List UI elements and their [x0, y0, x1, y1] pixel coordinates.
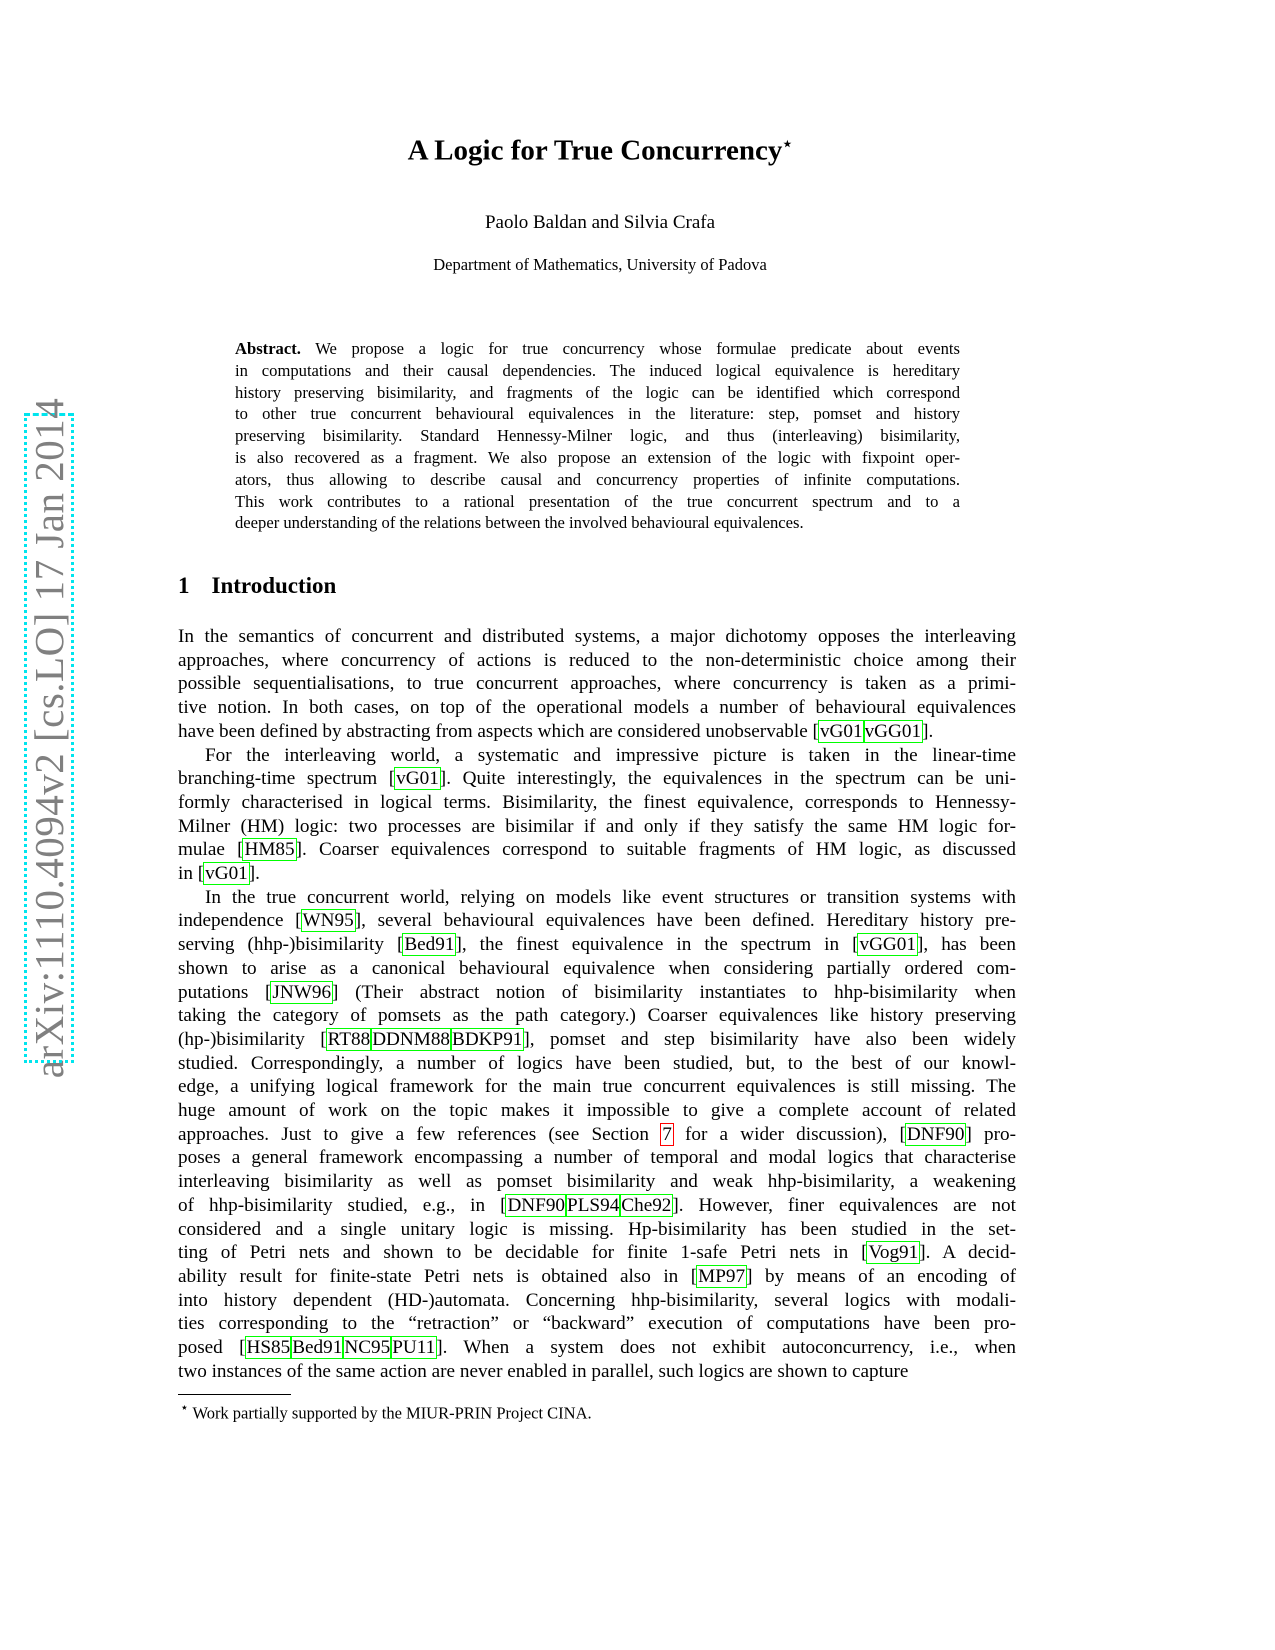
- abstract-line-text: This work contributes to a rational presentation of the true concurrent spectrum and to a: [235, 491, 960, 511]
- text-segment: . Quite interestingly, the equivalences in the spectrum can be uni-: [446, 768, 1017, 790]
- citation-link[interactable]: vG01: [396, 768, 439, 790]
- text-segment: shown to arise as a canonical behavioural equivalence when considering partially ordered com-: [178, 957, 1016, 979]
- citation-link[interactable]: RT88: [327, 1028, 371, 1050]
- text-line: [178, 815, 1016, 839]
- text-line: [178, 1360, 1016, 1384]
- text-segment: in: [178, 863, 198, 885]
- text-segment: putations: [178, 981, 266, 1003]
- text-line: approaches. Just to give a few references (see Section 7 for a wider discussion), [DNF90] pro-: [178, 1123, 1017, 1145]
- citation-link[interactable]: PU11: [392, 1337, 436, 1359]
- text-segment: approaches. Just to give a few references (see Section: [178, 1123, 662, 1145]
- citation-link[interactable]: vG01: [819, 720, 863, 742]
- abstract-line-text: deeper understanding of the relations between the involved behavioural equivalences.: [235, 513, 804, 533]
- text-line: [178, 1052, 1016, 1076]
- citation-link[interactable]: JNW96: [272, 981, 332, 1003]
- text-segment: mulae: [178, 839, 238, 861]
- text-segment: , pomset and step bisimilarity have also been widely: [529, 1028, 1016, 1050]
- body-text: [178, 625, 1016, 1384]
- abstract-line: [235, 403, 960, 425]
- citation-link[interactable]: HS85: [246, 1337, 291, 1359]
- abstract-line: [235, 447, 960, 469]
- citation-link[interactable]: BDKP91: [452, 1028, 523, 1050]
- text-line: [178, 696, 1016, 720]
- citation-link[interactable]: PLS94: [567, 1194, 620, 1216]
- text-line: [178, 625, 1016, 649]
- text-segment: branching-time spectrum: [178, 768, 389, 790]
- text-line: (hp-)bisimilarity [RT88 DDNM88 BDKP91], pomset and step bisimilarity have also been widely: [178, 1028, 1016, 1050]
- text-line: in [vG01].: [178, 863, 260, 885]
- text-line: [178, 1004, 1016, 1028]
- citation-link[interactable]: DDNM88: [372, 1028, 451, 1050]
- text-line: posed [HS85 Bed91 NC95 PU11]. When a system does not exhibit autoconcurrency, i.e., when: [178, 1337, 1016, 1359]
- affiliation: Department of Mathematics, University of Padova: [433, 255, 767, 274]
- text-line: [178, 1170, 1016, 1194]
- abstract-line: [235, 338, 960, 360]
- text-line: mulae [HM85]. Coarser equivalences correspond to suitable fragments of HM logic, as discussed: [178, 839, 1016, 861]
- footnote-mark: ⋆: [180, 1400, 189, 1415]
- text-segment: (hp-)bisimilarity: [178, 1028, 321, 1050]
- footnote: [180, 1400, 592, 1424]
- text-segment: ties corresponding to the “retraction” or “backward” execution of computations have been pro-: [178, 1313, 1016, 1335]
- text-line: putations [JNW96] (Their abstract notion of bisimilarity instantiates to hhp-bisimilarity when: [178, 981, 1017, 1003]
- text-segment: have been defined by abstracting from aspects which are considered unobservable: [178, 720, 813, 742]
- text-line: [178, 886, 1016, 910]
- text-segment: formly characterised in logical terms. Bisimilarity, the finest equivalence, corresponds to Hennessy-: [178, 791, 1016, 813]
- title-text: A Logic for True Concurrency: [407, 134, 783, 167]
- abstract-label: Abstract.: [235, 339, 301, 358]
- abstract-line: [235, 512, 960, 534]
- abstract-line-text: is also recovered as a fragment. We also propose an extension of the logic with fixpoint oper-: [235, 447, 960, 467]
- abstract-line: [235, 360, 960, 382]
- abstract-line-text: history preserving bisimilarity, and fragments of the logic can be identified which correspond: [235, 382, 960, 402]
- text-segment: poses a general framework encompassing a number of temporal and modal logics that characterise: [178, 1147, 1016, 1169]
- text-segment: pro-: [971, 1123, 1017, 1145]
- text-line: independence [WN95], several behavioural equivalences have been defined. Hereditary history pre-: [178, 910, 1016, 932]
- text-segment: two instances of the same action are never enabled in parallel, such logics are shown to capture: [178, 1360, 909, 1382]
- text-segment: , has been: [923, 934, 1017, 956]
- text-segment: ability result for finite-state Petri nets is obtained also in: [178, 1265, 691, 1287]
- citation-link[interactable]: Bed91: [404, 934, 455, 956]
- section-title: Introduction: [211, 573, 337, 598]
- text-segment: posed: [178, 1337, 240, 1359]
- text-line: ability result for finite-state Petri nets is obtained also in [MP97] by means of an encoding of: [178, 1265, 1016, 1287]
- arxiv-stamp-text: arXiv:1110.4094v2 [cs.LO] 17 Jan 2014: [26, 397, 72, 1079]
- text-line: [178, 1099, 1016, 1123]
- citation-link[interactable]: vG01: [205, 863, 248, 885]
- text-segment: Milner (HM) logic: two processes are bisimilar if and only if they satisfy the same HM logic for-: [178, 815, 1016, 837]
- text-line: ting of Petri nets and shown to be decidable for finite 1-safe Petri nets in [Vog91]. A decid-: [178, 1242, 1016, 1264]
- text-line: [178, 1218, 1016, 1242]
- text-line: branching-time spectrum [vG01]. Quite interestingly, the equivalences in the spectrum can be uni-: [178, 768, 1017, 790]
- abstract-line: [235, 425, 960, 447]
- text-line: [178, 957, 1016, 981]
- text-segment: approaches, where concurrency of actions is reduced to the non-deterministic choice among their: [178, 649, 1016, 671]
- text-line: [178, 791, 1016, 815]
- text-segment: .: [928, 720, 934, 742]
- paragraph: [178, 625, 1016, 744]
- text-segment: For the interleaving world, a systematic and impressive picture is taken in the linear-time: [205, 744, 1016, 766]
- text-line: serving (hhp-)bisimilarity [Bed91], the finest equivalence in the spectrum in [vGG01], has been: [178, 934, 1017, 956]
- section-heading: [178, 573, 336, 599]
- text-line: [178, 1312, 1016, 1336]
- text-line: [178, 1289, 1016, 1313]
- citation-link[interactable]: DNF90: [906, 1123, 965, 1145]
- abstract: [235, 338, 960, 534]
- citation-link[interactable]: Che92: [621, 1194, 672, 1216]
- text-line: [178, 672, 1016, 696]
- abstract-line-text: preserving bisimilarity. Standard Hennessy-Milner logic, and thus (interleaving) bisimilarity,: [235, 426, 960, 446]
- text-segment: , the finest equivalence in the spectrum in: [461, 934, 853, 956]
- text-segment: (Their abstract notion of bisimilarity instantiates to hhp-bisimilarity when: [338, 981, 1017, 1003]
- abstract-line: [235, 382, 960, 404]
- text-segment: taking the category of pomsets as the path category.) Coarser equivalences like history preserving: [178, 1005, 1016, 1027]
- text-segment: . Coarser equivalences correspond to suitable fragments of HM logic, as discussed: [301, 839, 1016, 861]
- paragraph: [178, 744, 1016, 886]
- text-segment: .: [255, 863, 260, 885]
- text-line: [178, 744, 1016, 768]
- abstract-line-text: in computations and their causal dependencies. The induced logical equivalence is hereditary: [235, 360, 960, 380]
- text-segment: . A decid-: [925, 1242, 1016, 1264]
- text-segment: of hhp-bisimilarity studied, e.g., in: [178, 1194, 501, 1216]
- text-line: [178, 1146, 1016, 1170]
- text-segment: studied. Correspondingly, a number of logics have been studied, but, to the best of our knowl-: [178, 1052, 1016, 1074]
- section-reference-link[interactable]: 7: [662, 1123, 672, 1145]
- abstract-line: [235, 469, 960, 491]
- paragraph: [178, 886, 1016, 1384]
- footnote-rule: [178, 1394, 291, 1395]
- citation-link[interactable]: MP97: [698, 1265, 746, 1287]
- text-segment: interleaving bisimilarity as well as pomset bisimilarity and weak hhp-bisimilarity, a weakening: [178, 1171, 1016, 1193]
- authors: Paolo Baldan and Silvia Crafa: [484, 212, 716, 233]
- arxiv-stamp: [24, 397, 74, 1079]
- citation-link[interactable]: Bed91: [292, 1337, 343, 1359]
- text-segment: into history dependent (HD-)automata. Concerning hhp-bisimilarity, several logics with modali-: [178, 1289, 1016, 1311]
- text-segment: In the true concurrent world, relying on models like event structures or transition systems with: [205, 886, 1016, 908]
- abstract-line-text: to other true concurrent behavioural equivalences in the literature: step, pomset and history: [235, 404, 960, 424]
- text-line: [178, 1075, 1016, 1099]
- section-number: 1: [178, 573, 190, 598]
- text-line: of hhp-bisimilarity studied, e.g., in [DNF90 PLS94 Che92]. However, finer equivalences are not: [178, 1194, 1016, 1216]
- abstract-line: [235, 491, 960, 513]
- citation-link[interactable]: WN95: [302, 910, 354, 932]
- text-segment: huge amount of work on the topic makes it impossible to give a complete account of related: [178, 1100, 1016, 1122]
- footnote-text: Work partially supported by the MIUR-PRIN Project CINA.: [192, 1403, 592, 1423]
- text-segment: possible sequentialisations, to true concurrent approaches, where concurrency is taken as a primi-: [178, 673, 1016, 695]
- text-segment: . When a system does not exhibit autoconcurrency, i.e., when: [442, 1337, 1016, 1359]
- text-segment: independence: [178, 910, 296, 932]
- text-segment: ting of Petri nets and shown to be decidable for finite 1-safe Petri nets in: [178, 1242, 862, 1264]
- citation-link[interactable]: vGG01: [859, 934, 916, 956]
- text-segment: In the semantics of concurrent and distributed systems, a major dichotomy opposes the interleaving: [178, 626, 1016, 647]
- text-line: have been defined by abstracting from aspects which are considered unobservable [vG01 vGG01].: [178, 720, 934, 742]
- citation-link[interactable]: vGG01: [864, 720, 922, 742]
- text-segment: serving (hhp-)bisimilarity: [178, 934, 397, 956]
- citation-link[interactable]: DNF90: [507, 1194, 566, 1216]
- text-segment: considered and a single unitary logic is missing. Hp-bisimilarity has been studied in the set-: [178, 1218, 1016, 1240]
- text-line: [178, 649, 1016, 673]
- citation-link[interactable]: Vog91: [868, 1242, 919, 1264]
- text-segment: tive notion. In both cases, on top of the operational models a number of behavioural equivalences: [178, 697, 1016, 719]
- text-segment: by means of an encoding of: [752, 1265, 1016, 1287]
- text-segment: edge, a unifying logical framework for the main true concurrent equivalences is still missing. The: [178, 1076, 1016, 1098]
- citation-link[interactable]: NC95: [344, 1337, 391, 1359]
- text-segment: , several behavioural equivalences have been defined. Hereditary history pre-: [361, 910, 1016, 932]
- abstract-line-text: ators, thus allowing to describe causal and concurrency properties of infinite computations.: [235, 469, 960, 489]
- citation-link[interactable]: HM85: [244, 839, 295, 861]
- title-footnote-mark: ⋆: [782, 136, 793, 153]
- abstract-line-text: We propose a logic for true concurrency whose formulae predicate about events: [315, 339, 960, 358]
- text-segment: . However, finer equivalences are not: [678, 1194, 1016, 1216]
- text-segment: for a wider discussion),: [672, 1123, 900, 1145]
- paper-title: [0, 134, 1200, 168]
